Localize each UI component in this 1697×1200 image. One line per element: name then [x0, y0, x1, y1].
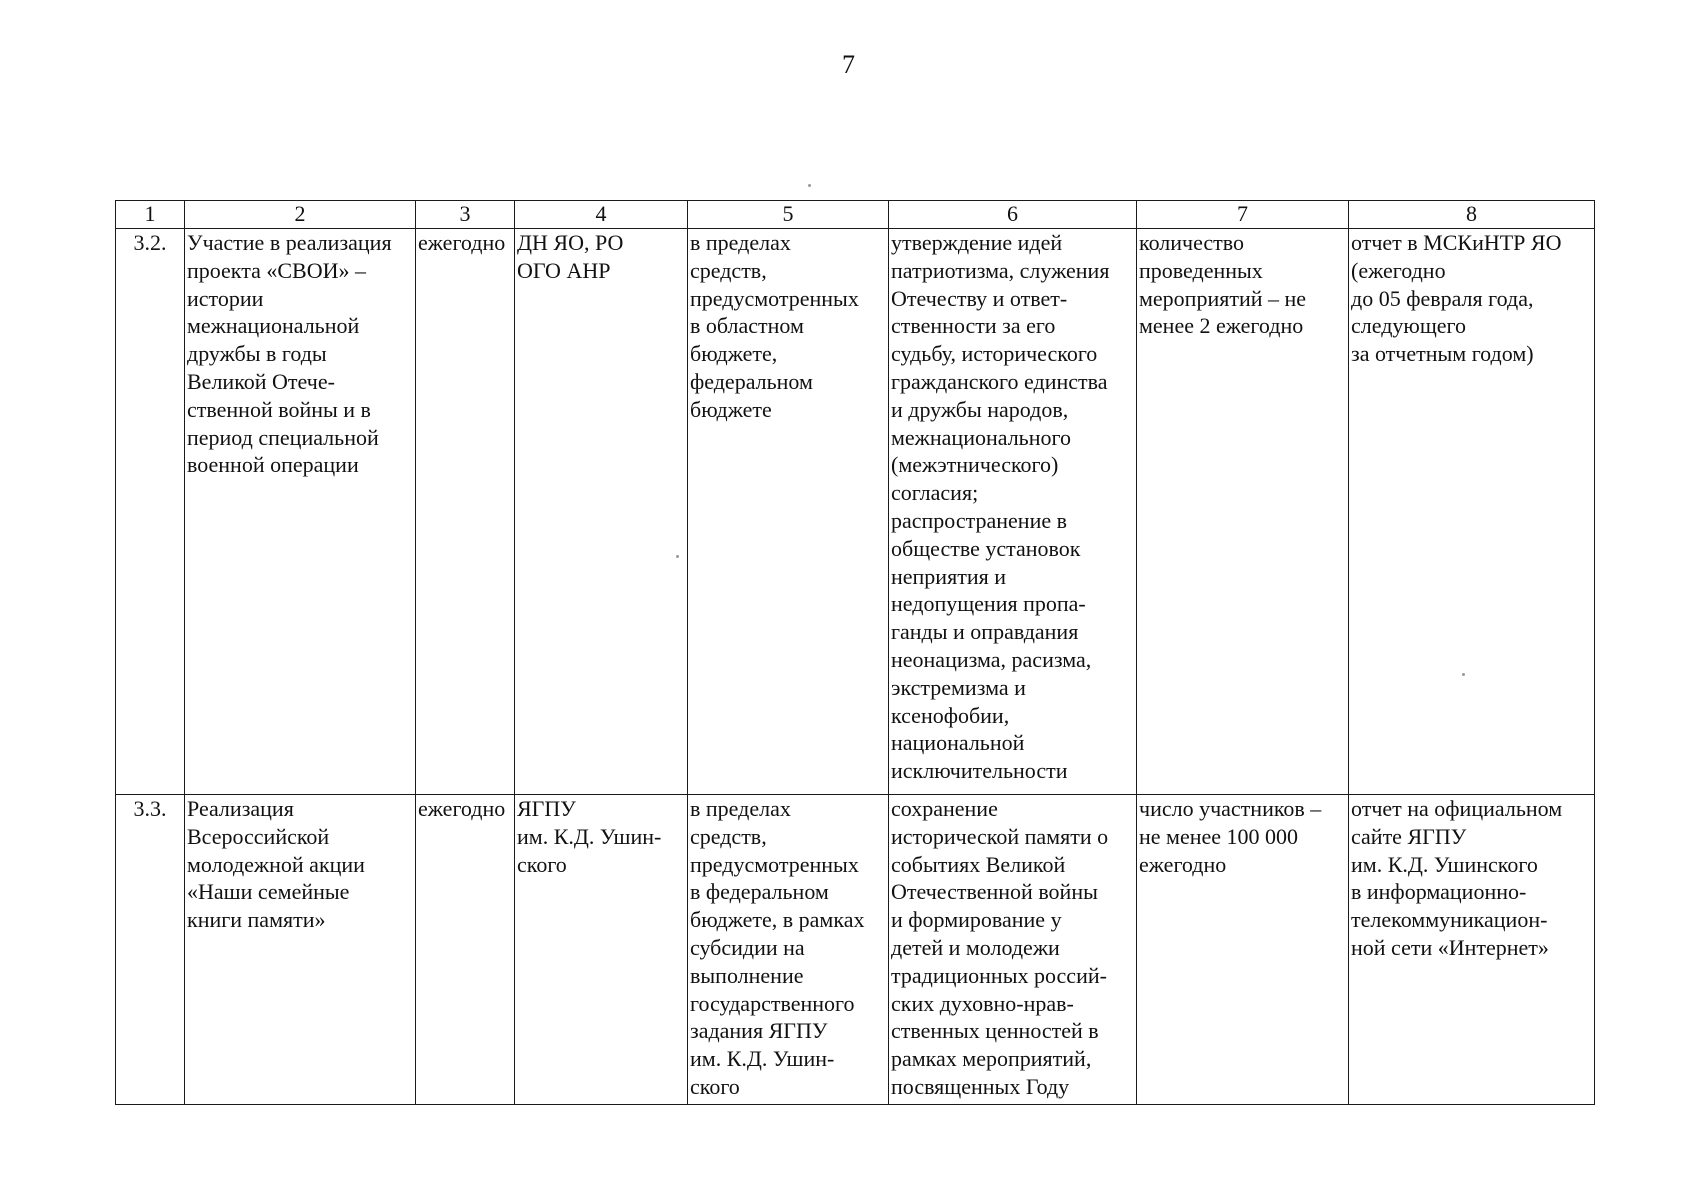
cell-text-line: им. К.Д. Ушинского	[1351, 851, 1538, 877]
period-cell	[416, 795, 515, 1105]
cell-text-line: проекта «СВОИ» –	[187, 257, 366, 283]
cell-text-line: национальной	[891, 730, 1025, 756]
cell-text-line: субсидии на	[690, 934, 805, 960]
cell-text-line: отчет на официальном	[1351, 796, 1563, 821]
cell-text-line: в областном	[690, 313, 804, 339]
cell-text-line: предусмотренных	[690, 851, 859, 877]
cell-text-line: государственного	[690, 990, 855, 1016]
cell-text-line: количество	[1139, 230, 1245, 255]
cell-text-line: судьбу, исторического	[891, 341, 1098, 367]
cell-text-line: не менее 100 000	[1139, 823, 1299, 849]
cell-text-line: Великой Отече-	[187, 368, 335, 394]
cell-text-line: сайте ЯГПУ	[1351, 823, 1467, 849]
cell-text-line: им. К.Д. Ушин-	[690, 1046, 835, 1072]
cell-text-line: ОГО АНР	[517, 257, 611, 283]
column-header: 2	[185, 201, 416, 229]
cell-text-line: патриотизма, служения	[891, 257, 1110, 283]
cell-text-line: военной операции	[187, 452, 359, 478]
indicator-cell	[1137, 229, 1349, 795]
cell-text-line: утверждение идей	[891, 230, 1063, 255]
funding-cell	[688, 229, 889, 795]
event-name-cell	[185, 795, 416, 1105]
cell-text-line: «Наши семейные	[187, 879, 350, 905]
cell-text-line: задания ЯГПУ	[690, 1018, 828, 1044]
cell-text-line: в пределах	[690, 796, 791, 821]
cell-text-line: гражданского единства	[891, 368, 1108, 394]
cell-text-line: Участие в реализация	[187, 230, 392, 255]
cell-text-line: книги памяти»	[187, 907, 326, 933]
row-number: 3.3.	[116, 795, 185, 1105]
cell-text-line: средств,	[690, 257, 767, 283]
cell-text-line: молодежной акции	[187, 851, 365, 877]
cell-text-line: ственной войны и в	[187, 396, 371, 422]
cell-text-line: рамках мероприятий,	[891, 1046, 1092, 1072]
table-row	[116, 795, 1595, 1105]
page-number: 7	[842, 50, 855, 79]
cell-text-line: бюджете, в рамках	[690, 907, 865, 933]
period-cell	[416, 229, 515, 795]
cell-text-line: ной сети «Интернет»	[1351, 934, 1549, 960]
column-header: 3	[416, 201, 515, 229]
cell-text-line: ежегодно	[418, 230, 506, 255]
cell-text-line: экстремизма и	[891, 674, 1026, 700]
cell-text-line: бюджете	[690, 396, 772, 422]
cell-text-line: распространение в	[891, 507, 1067, 533]
cell-text-line: неприятия и	[891, 563, 1006, 589]
cell-text-line: (межэтнического)	[891, 452, 1059, 478]
cell-text-line: ЯГПУ	[517, 796, 576, 821]
cell-text-line: период специальной	[187, 424, 379, 450]
column-header: 4	[515, 201, 688, 229]
cell-text-line: в федеральном	[690, 879, 829, 905]
cell-text-line: федеральном	[690, 368, 813, 394]
cell-text-line: предусмотренных	[690, 285, 859, 311]
indicator-cell	[1137, 795, 1349, 1105]
cell-text-line: ского	[517, 851, 567, 877]
cell-text-line: межнационального	[891, 424, 1071, 450]
cell-text-line: следующего	[1351, 313, 1467, 339]
cell-text-line: в информационно-	[1351, 879, 1527, 905]
cell-text-line: ских духовно-нрав-	[891, 990, 1074, 1016]
cell-text-line: исторической памяти о	[891, 823, 1109, 849]
cell-text-line: детей и молодежи	[891, 934, 1060, 960]
cell-text-line: отчет в МСКиНТР ЯО	[1351, 230, 1562, 255]
cell-text-line: Реализация	[187, 796, 294, 821]
row-number: 3.2.	[116, 229, 185, 795]
cell-text-line: согласия;	[891, 480, 979, 506]
cell-text-line: Отечеству и ответ-	[891, 285, 1068, 311]
cell-text-line: им. К.Д. Ушин-	[517, 823, 662, 849]
cell-text-line: исключительности	[891, 758, 1068, 784]
cell-text-line: проведенных	[1139, 257, 1263, 283]
cell-text-line: ежегодно	[1139, 851, 1227, 877]
cell-text-line: и формирование у	[891, 907, 1062, 933]
cell-text-line: традиционных россий-	[891, 962, 1107, 988]
cell-text-line: ежегодно	[418, 796, 506, 821]
column-header: 5	[688, 201, 889, 229]
cell-text-line: ственности за его	[891, 313, 1056, 339]
executor-cell	[515, 229, 688, 795]
cell-text-line: неонацизма, расизма,	[891, 646, 1092, 672]
cell-text-line: и дружбы народов,	[891, 396, 1069, 422]
cell-text-line: (ежегодно	[1351, 257, 1446, 283]
cell-text-line: ганды и оправдания	[891, 619, 1079, 645]
cell-text-line: ДН ЯО, РО	[517, 230, 624, 255]
cell-text-line: выполнение	[690, 962, 804, 988]
cell-text-line: ксенофобии,	[891, 702, 1010, 728]
cell-text-line: средств,	[690, 823, 767, 849]
program-table	[115, 200, 1595, 1105]
cell-text-line: до 05 февраля года,	[1351, 285, 1534, 311]
column-header: 7	[1137, 201, 1349, 229]
scan-speck	[808, 184, 811, 187]
cell-text-line: дружбы в годы	[187, 341, 327, 367]
cell-text-line: менее 2 ежегодно	[1139, 313, 1304, 339]
cell-text-line: истории	[187, 285, 264, 311]
cell-text-line: межнациональной	[187, 313, 360, 339]
cell-text-line: сохранение	[891, 796, 998, 821]
result-cell	[889, 229, 1137, 795]
funding-cell	[688, 795, 889, 1105]
column-header: 8	[1349, 201, 1595, 229]
cell-text-line: недопущения пропа-	[891, 591, 1086, 617]
table-row	[116, 229, 1595, 795]
cell-text-line: число участников –	[1139, 796, 1322, 821]
header-row	[116, 201, 1595, 229]
cell-text-line: Всероссийской	[187, 823, 330, 849]
report-cell	[1349, 795, 1595, 1105]
result-cell	[889, 795, 1137, 1105]
cell-text-line: мероприятий – не	[1139, 285, 1307, 311]
event-name-cell	[185, 229, 416, 795]
cell-text-line: телекоммуникацион-	[1351, 907, 1548, 933]
report-cell	[1349, 229, 1595, 795]
column-header: 6	[889, 201, 1137, 229]
cell-text-line: обществе установок	[891, 535, 1081, 561]
cell-text-line: бюджете,	[690, 341, 778, 367]
column-header: 1	[116, 201, 185, 229]
cell-text-line: Отечественной войны	[891, 879, 1098, 905]
executor-cell	[515, 795, 688, 1105]
cell-text-line: в пределах	[690, 230, 791, 255]
cell-text-line: за отчетным годом)	[1351, 341, 1534, 367]
cell-text-line: посвященных Году	[891, 1073, 1070, 1099]
cell-text-line: ского	[690, 1073, 740, 1099]
cell-text-line: ственных ценностей в	[891, 1018, 1099, 1044]
cell-text-line: событиях Великой	[891, 851, 1066, 877]
